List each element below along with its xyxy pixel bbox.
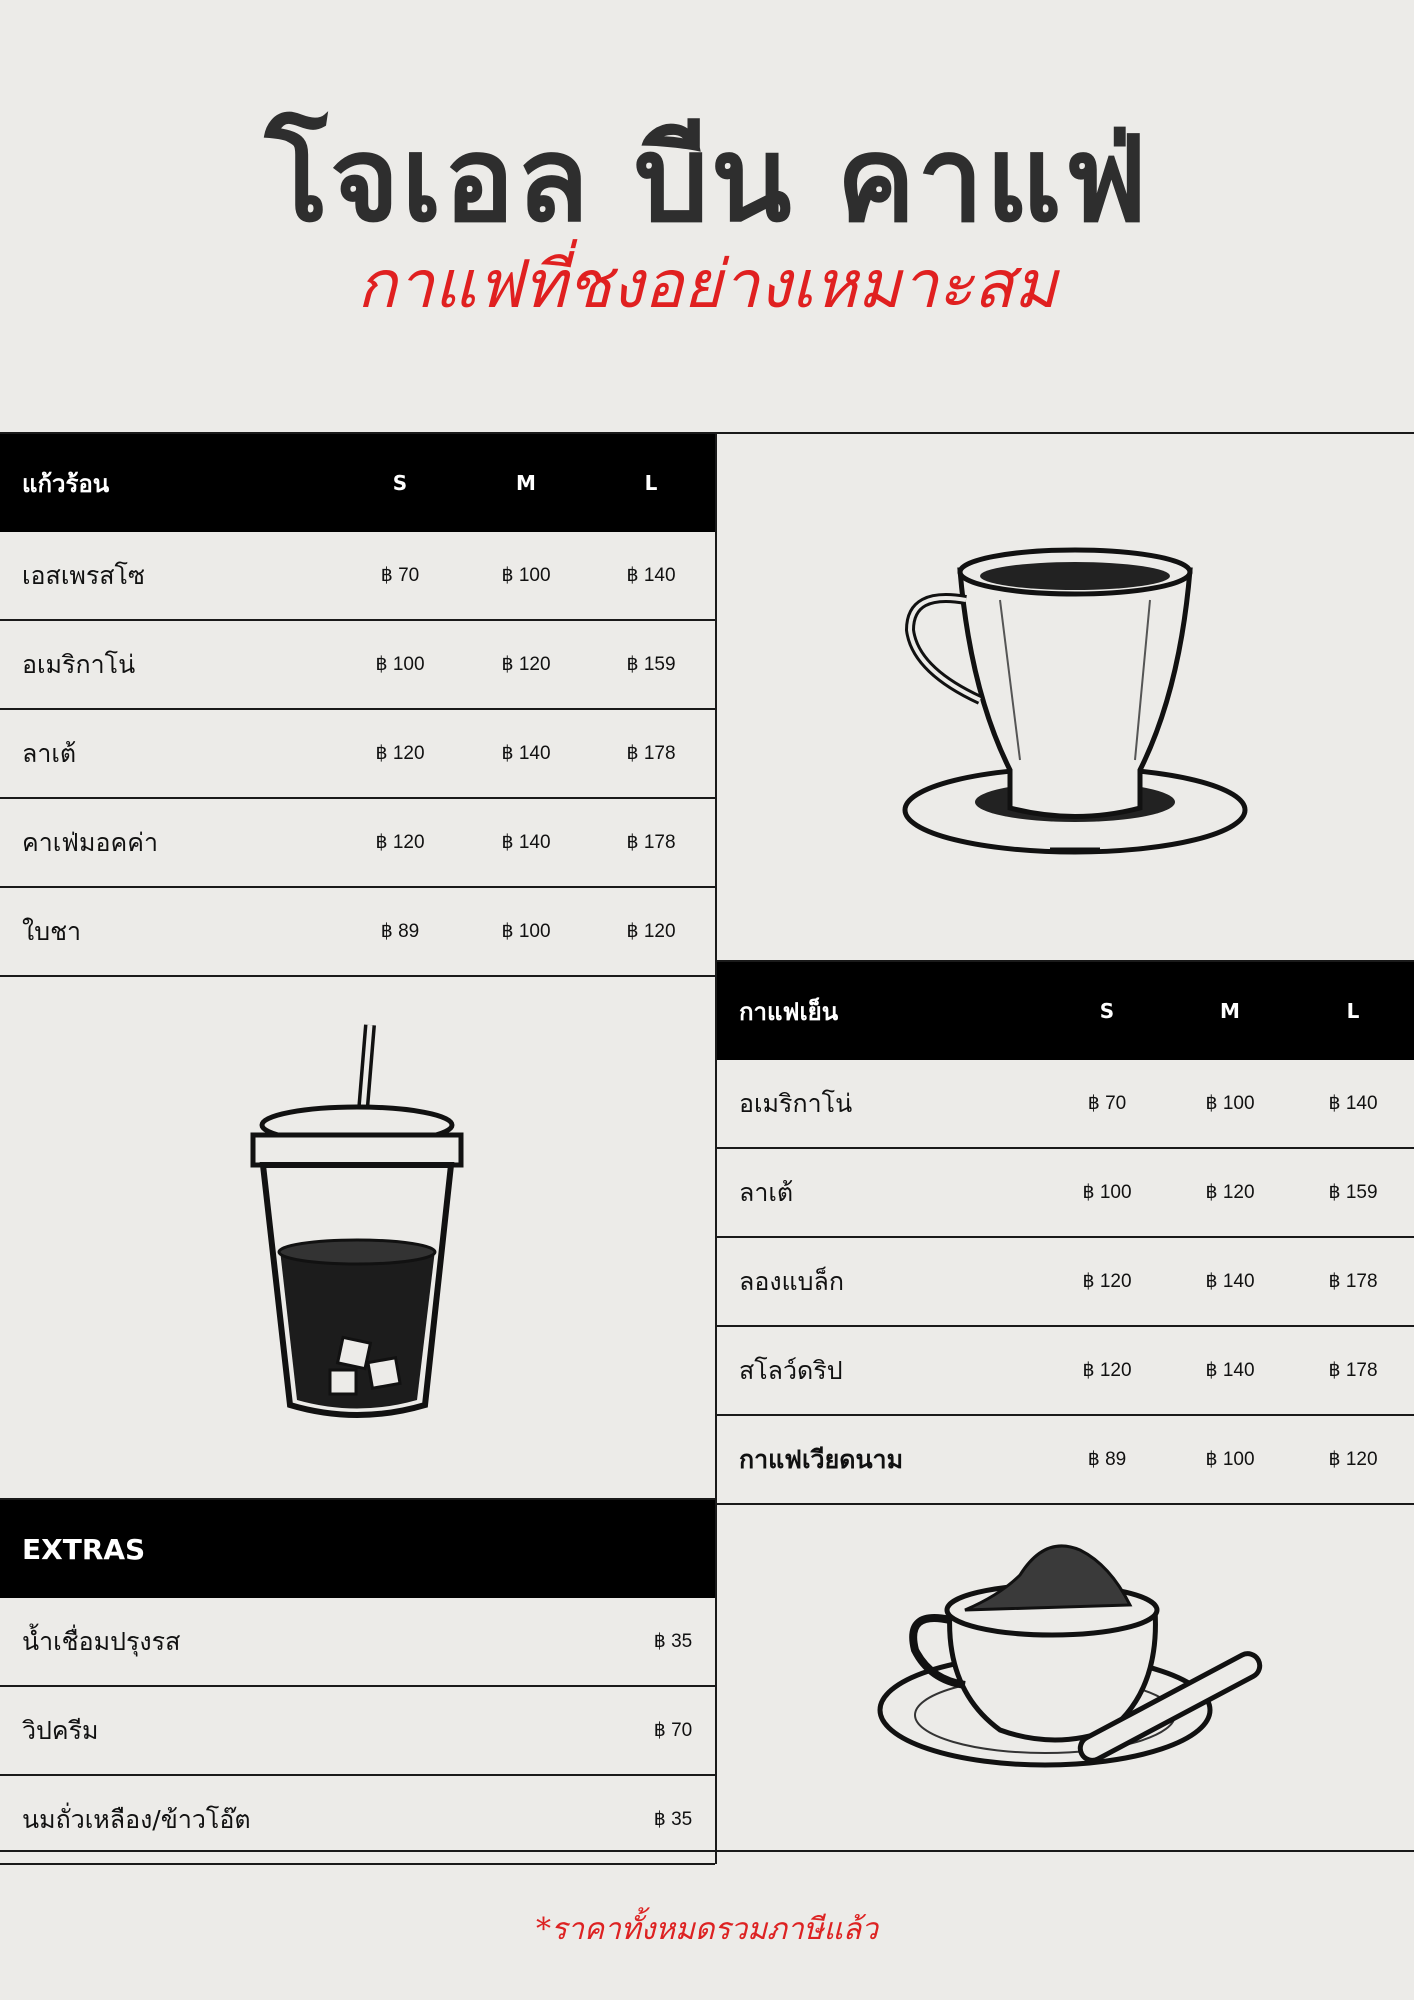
menu-row	[717, 1060, 1414, 1149]
item-name: กาแฟเวียดนาม	[739, 1444, 904, 1474]
item-name: ลาเต้	[739, 1177, 794, 1207]
iced-menu-section	[717, 960, 1414, 1505]
item-price: ฿ 35	[653, 1809, 693, 1830]
hot-menu-title: แก้วร้อน	[22, 469, 110, 498]
item-name: วิปครีม	[22, 1715, 99, 1745]
item-name: ใบชา	[22, 916, 82, 946]
price-m: ฿ 140	[1205, 1271, 1255, 1292]
cappuccino-cup-icon	[870, 1540, 1280, 1780]
size-l-label: L	[644, 471, 658, 495]
extras-row	[0, 1776, 715, 1865]
extras-row	[0, 1598, 715, 1687]
item-name: คาเฟ่มอคค่า	[22, 827, 158, 857]
menu-row	[0, 532, 715, 621]
page-title: โจเอล บีน คาแฟ่	[264, 110, 1150, 248]
price-m: ฿ 100	[501, 565, 551, 586]
iced-coffee-cup-icon	[245, 1020, 475, 1430]
price-s: ฿ 120	[1082, 1271, 1132, 1292]
hot-menu-header	[0, 434, 715, 532]
extras-title: EXTRAS	[22, 1532, 146, 1566]
iced-menu-title: กาแฟเย็น	[739, 997, 839, 1026]
menu-row	[717, 1238, 1414, 1327]
menu-row	[717, 1327, 1414, 1416]
price-m: ฿ 100	[501, 921, 551, 942]
price-s: ฿ 70	[380, 565, 420, 586]
price-s: ฿ 100	[375, 654, 425, 675]
price-m: ฿ 120	[501, 654, 551, 675]
price-m: ฿ 140	[501, 832, 551, 853]
item-name: สโลว์ดริป	[739, 1355, 843, 1385]
price-l: ฿ 140	[1328, 1093, 1378, 1114]
iced-menu-header	[717, 962, 1414, 1060]
price-l: ฿ 159	[626, 654, 676, 675]
price-l: ฿ 178	[626, 743, 676, 764]
price-l: ฿ 178	[626, 832, 676, 853]
menu-row	[717, 1149, 1414, 1238]
menu-row	[0, 888, 715, 977]
extras-section	[0, 1498, 715, 1865]
extras-row	[0, 1687, 715, 1776]
price-s: ฿ 89	[380, 921, 420, 942]
size-s-label: S	[392, 471, 408, 495]
item-name: อเมริกาโน่	[22, 649, 136, 679]
price-l: ฿ 178	[1328, 1360, 1378, 1381]
size-m-label: M	[1220, 999, 1240, 1023]
hot-menu-section	[0, 434, 715, 977]
menu-row	[0, 799, 715, 888]
hot-coffee-cup-icon	[890, 540, 1260, 880]
price-m: ฿ 120	[1205, 1182, 1255, 1203]
price-s: ฿ 120	[375, 743, 425, 764]
size-s-label: S	[1099, 999, 1115, 1023]
menu-row	[0, 621, 715, 710]
price-s: ฿ 70	[1087, 1093, 1127, 1114]
item-name: เอสเพรสโซ	[22, 560, 145, 590]
item-price: ฿ 35	[653, 1631, 693, 1652]
price-l: ฿ 159	[1328, 1182, 1378, 1203]
item-name: อเมริกาโน่	[739, 1088, 853, 1118]
price-l: ฿ 120	[626, 921, 676, 942]
menu-row	[0, 710, 715, 799]
price-s: ฿ 120	[375, 832, 425, 853]
item-name: นมถั่วเหลือง/ข้าวโอ๊ต	[22, 1804, 251, 1834]
item-name: ลองแบล็ก	[739, 1266, 844, 1296]
price-m: ฿ 100	[1205, 1449, 1255, 1470]
price-l: ฿ 178	[1328, 1271, 1378, 1292]
price-m: ฿ 140	[1205, 1360, 1255, 1381]
item-price: ฿ 70	[653, 1720, 693, 1741]
price-l: ฿ 120	[1328, 1449, 1378, 1470]
menu-row	[717, 1416, 1414, 1505]
price-l: ฿ 140	[626, 565, 676, 586]
item-name: ลาเต้	[22, 738, 77, 768]
size-m-label: M	[516, 471, 536, 495]
price-m: ฿ 140	[501, 743, 551, 764]
price-m: ฿ 100	[1205, 1093, 1255, 1114]
item-name: น้ำเชื่อมปรุงรส	[22, 1626, 181, 1656]
price-s: ฿ 120	[1082, 1360, 1132, 1381]
price-s: ฿ 89	[1087, 1449, 1127, 1470]
size-l-label: L	[1346, 999, 1360, 1023]
tax-note: *ราคาทั้งหมดรวมภาษีแล้ว	[535, 1912, 879, 1947]
extras-header	[0, 1500, 715, 1598]
page-subtitle: กาแฟที่ชงอย่างเหมาะสม	[356, 246, 1058, 323]
price-s: ฿ 100	[1082, 1182, 1132, 1203]
